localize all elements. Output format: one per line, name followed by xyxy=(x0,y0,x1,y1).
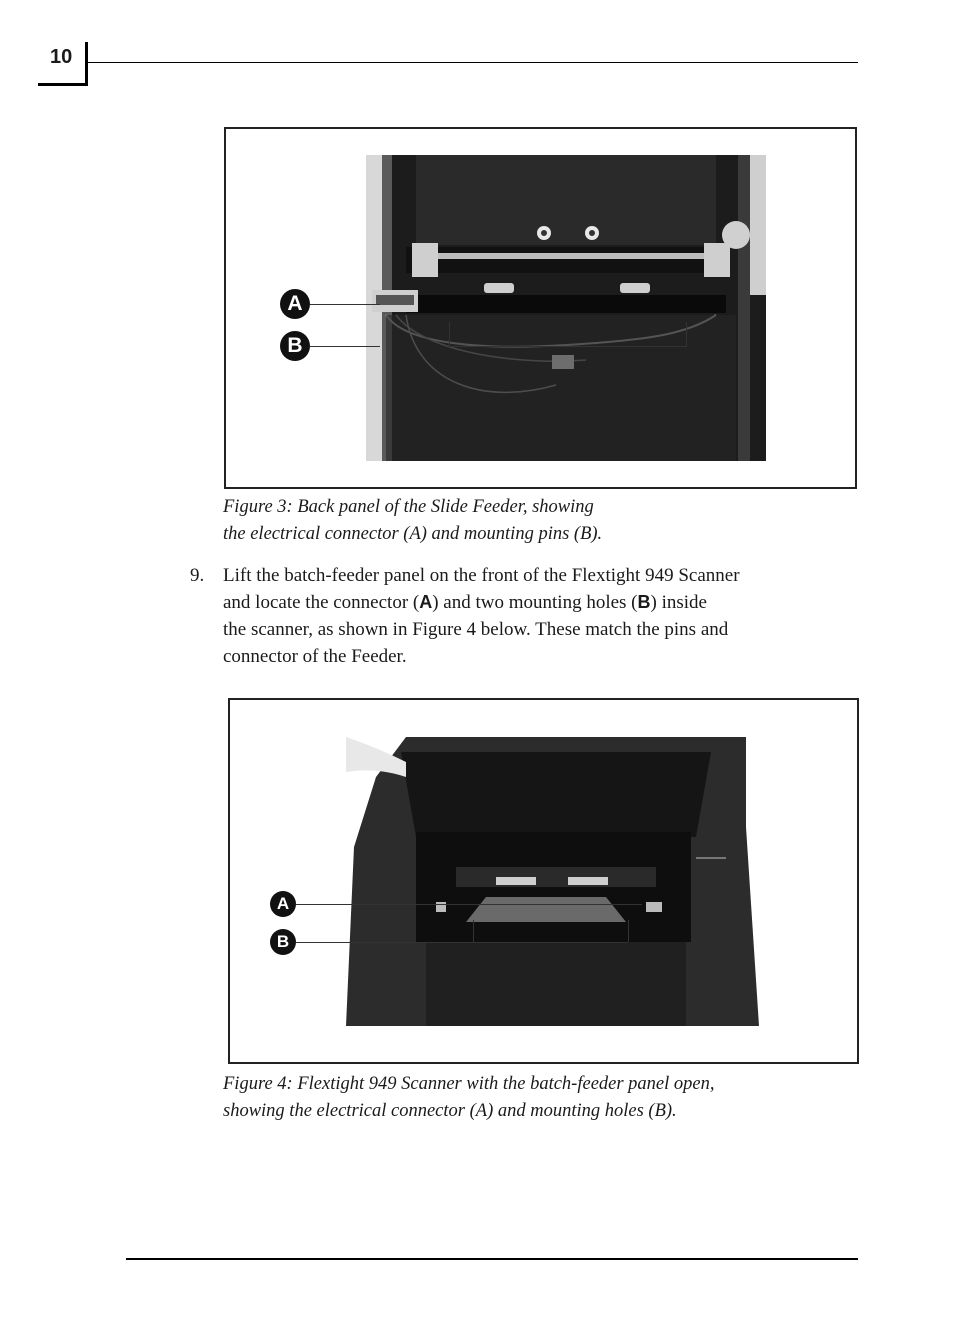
figure-3-caption xyxy=(223,494,602,548)
figure-4-photo xyxy=(346,737,759,1026)
step-text xyxy=(223,562,853,670)
figure-3-callout-b: B xyxy=(280,331,310,361)
connector-letter-a: A xyxy=(419,592,433,612)
callout-b-bracket-left xyxy=(449,322,450,346)
line2-mid: ) and two mounting holes ( xyxy=(432,592,638,613)
footer-rule xyxy=(126,1258,858,1260)
step-text-line-1: Lift the batch-feeder panel on the front of the Flextight 949 Scanner xyxy=(223,565,740,586)
figure-3-callout-a: A xyxy=(280,289,310,319)
figure-4-callout-a-leader xyxy=(296,904,642,905)
callout-b-bracket xyxy=(449,346,687,347)
figure-3-caption-line-1: Figure 3: Back panel of the Slide Feeder, showing xyxy=(223,497,594,517)
figure-4-callout-b: B xyxy=(270,929,296,955)
callout-a-leader xyxy=(310,304,380,305)
figure-4-callout-b-leader xyxy=(296,942,628,943)
line2-pre: and locate the connector ( xyxy=(223,592,420,613)
step-text-line-3: the scanner, as shown in Figure 4 below. These match the pins and xyxy=(223,619,729,640)
callout-b-leader xyxy=(310,346,380,347)
step-text-line-4: connector of the Feeder. xyxy=(223,646,407,667)
figure-4-caption-line-1: Figure 4: Flextight 949 Scanner with the batch-feeder panel open, xyxy=(223,1074,715,1094)
header-rule xyxy=(88,62,858,63)
figure-4-callout-a: A xyxy=(270,891,296,917)
figure-3-photo xyxy=(366,155,766,461)
callout-b-bracket-right xyxy=(686,322,687,346)
figure-4-caption-line-2: showing the electrical connector (A) and mounting holes (B). xyxy=(223,1101,677,1121)
step-number: 9. xyxy=(190,565,205,586)
page-number: 10 xyxy=(50,46,73,68)
holes-letter-b: B xyxy=(637,592,651,612)
line2-post: ) inside xyxy=(650,592,707,613)
figure-3-caption-line-2: the electrical connector (A) and mounting pins (B). xyxy=(223,524,603,544)
figure-4-bracket-right xyxy=(628,920,629,942)
figure-4-bracket-left xyxy=(473,920,474,942)
step-text-line-2 xyxy=(223,589,853,616)
figure-4-caption xyxy=(223,1071,715,1125)
